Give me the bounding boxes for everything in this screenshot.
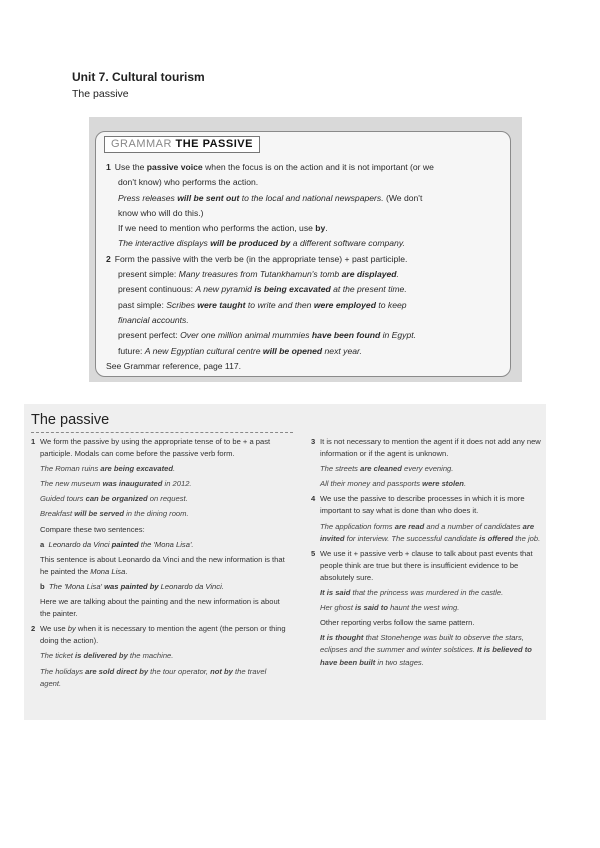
text: in 2012. <box>162 479 192 489</box>
text: The streets <box>320 464 361 474</box>
text: is being excavated <box>254 284 331 295</box>
text: in the dining room. <box>124 509 189 519</box>
text: the job. <box>513 533 541 543</box>
text: every evening. <box>401 464 454 474</box>
text: to write and then <box>245 299 314 310</box>
text: It is said <box>320 588 351 598</box>
rule-number: 1 <box>31 437 36 446</box>
text: for interview. The successful candidate <box>344 533 480 543</box>
text: . <box>463 479 467 489</box>
rule-number: 2 <box>31 624 36 634</box>
text: will be produced by <box>210 238 291 249</box>
grammar-tab-label: GRAMMAR <box>111 138 172 150</box>
text: present continuous: <box>118 284 196 295</box>
text: in Egypt. <box>380 330 417 341</box>
text: Compare these two sentences: <box>40 524 145 534</box>
rule-number: 1 <box>106 162 111 172</box>
text: We use the passive to describe processes in which it is more important to say what is done than who does it. <box>320 494 525 516</box>
text: will be opened <box>262 345 323 356</box>
rule-number: 5 <box>311 548 316 558</box>
text: was inaugurated <box>102 479 163 489</box>
text: are sold direct by <box>85 666 149 676</box>
text: can be organized <box>85 494 148 504</box>
text: next year. <box>322 345 362 356</box>
text: know who will do this.) <box>118 207 204 218</box>
text: . <box>172 464 176 474</box>
text: will be sent out <box>177 192 240 203</box>
grammar-text <box>106 160 506 374</box>
text: not by <box>210 666 233 676</box>
left-column <box>31 436 289 693</box>
text: financial accounts. <box>118 314 189 325</box>
text: future: <box>118 345 145 356</box>
text: are cleaned <box>360 464 402 474</box>
text: a <box>40 539 45 549</box>
text: is offered <box>479 533 514 543</box>
text: Here we are talking about the painting and the new information is about the painter. <box>40 597 280 619</box>
page-title: Unit 7. Cultural tourism <box>72 70 205 84</box>
text: present simple: <box>118 269 179 280</box>
text: Guided tours <box>40 494 86 504</box>
text: Scribes <box>166 299 198 310</box>
text: Use the <box>114 162 147 172</box>
text: painted <box>111 539 139 549</box>
text: All their money and passports <box>320 479 423 489</box>
rule-number: 2 <box>106 253 111 264</box>
text: Breakfast <box>40 509 75 519</box>
text: at the present time. <box>330 284 407 295</box>
grammar-tab <box>104 136 260 153</box>
text: The application forms <box>320 521 395 531</box>
text: were taught <box>197 299 246 310</box>
text: on request. <box>147 494 188 504</box>
text: Many treasures from Tutankhamun's tomb <box>178 269 342 280</box>
text: don't know) who performs the action. <box>118 177 259 188</box>
text: Leonardo da Vinci <box>48 539 112 549</box>
text: have been found <box>311 330 381 341</box>
text: by <box>67 624 76 634</box>
passive-section-image <box>24 404 546 720</box>
text: are being excavated <box>100 464 173 474</box>
text: The new museum <box>40 479 103 489</box>
grammar-tab-title: THE PASSIVE <box>175 138 253 150</box>
text: passive voice <box>146 162 203 172</box>
text: The interactive displays <box>118 238 211 249</box>
text: Press releases <box>118 192 178 203</box>
text: b <box>40 581 45 591</box>
text: in two stages. <box>375 657 424 667</box>
text: past simple: <box>118 299 167 310</box>
text: that Stonehenge was built to observe the stars, eclipses and the summer and winter solstices. <box>320 633 524 655</box>
text: Form the passive with the verb be (in the appropriate tense) + past participle. <box>114 253 408 264</box>
text: Other reporting verbs follow the same pattern. <box>320 618 475 628</box>
text: are read <box>394 521 425 531</box>
text: when the focus is on the action and it is not important (or we <box>202 162 434 172</box>
text: A new Egyptian cultural centre <box>144 345 263 356</box>
text: . <box>396 269 399 280</box>
text: the 'Mona Lisa'. <box>138 539 194 549</box>
text: Leonardo da Vinci. <box>158 581 224 591</box>
text: are invited <box>320 521 535 543</box>
text: (We don't <box>383 192 423 203</box>
grammar-box <box>95 131 511 377</box>
rule-number: 3 <box>311 437 316 446</box>
text: We use <box>40 624 68 634</box>
text: If we need to mention who performs the action, use <box>118 223 316 234</box>
text: to the local and national newspapers. <box>239 192 384 203</box>
text: will be served <box>74 509 124 519</box>
text: when it is necessary to mention the agent (the person or thing doing the action). <box>40 624 286 646</box>
text: is delivered by <box>75 651 128 661</box>
text: The ticket <box>40 651 76 661</box>
text: are displayed <box>341 269 397 280</box>
text: . <box>325 223 328 234</box>
text: Mona Lisa <box>90 566 126 576</box>
page-subtitle: The passive <box>72 88 129 100</box>
divider <box>31 432 293 433</box>
text: It is not necessary to mention the agent if it does not add any new information or if the agent is unknown. <box>320 437 541 459</box>
grammar-reference: See Grammar reference, page 117. <box>106 360 242 371</box>
text: . <box>125 566 128 576</box>
text: the machine. <box>127 651 174 661</box>
text: present perfect: <box>118 330 181 341</box>
text: were stolen <box>422 479 464 489</box>
grammar-box-image <box>89 117 522 382</box>
text: that the princess was murdered in the castle. <box>350 588 504 598</box>
text: Her ghost <box>320 603 356 613</box>
text: It is believed to have been built <box>320 645 532 667</box>
text: the tour operator, <box>148 666 211 676</box>
text: a different software company. <box>290 238 405 249</box>
text: was painted by <box>104 581 159 591</box>
text: The holidays <box>40 666 86 676</box>
right-column <box>311 436 541 672</box>
text: and a number of candidates <box>424 521 523 531</box>
text: the travel agent. <box>40 666 267 688</box>
text: A new pyramid <box>195 284 255 295</box>
section-title: The passive <box>31 412 110 428</box>
text: We use it + passive verb + clause to talk about past events that people think are true but there is insufficient evidence to be absolutely sure. <box>320 548 533 582</box>
text: Over one million animal mummies <box>180 330 312 341</box>
text: haunt the west wing. <box>387 603 460 613</box>
text: to keep <box>375 299 407 310</box>
text: were employed <box>313 299 376 310</box>
text: is said to <box>355 603 388 613</box>
text: The 'Mona Lisa' <box>48 581 105 591</box>
text: The Roman ruins <box>40 464 101 474</box>
rule-number: 4 <box>311 494 316 504</box>
text: This sentence is about Leonardo da Vinci and the new information is that he painted the <box>40 554 285 576</box>
text: It is thought <box>320 633 364 643</box>
text: We form the passive by using the appropriate tense of to be + a past participle. Modals can come before the passive verb form. <box>40 437 271 459</box>
text: by <box>315 223 326 234</box>
